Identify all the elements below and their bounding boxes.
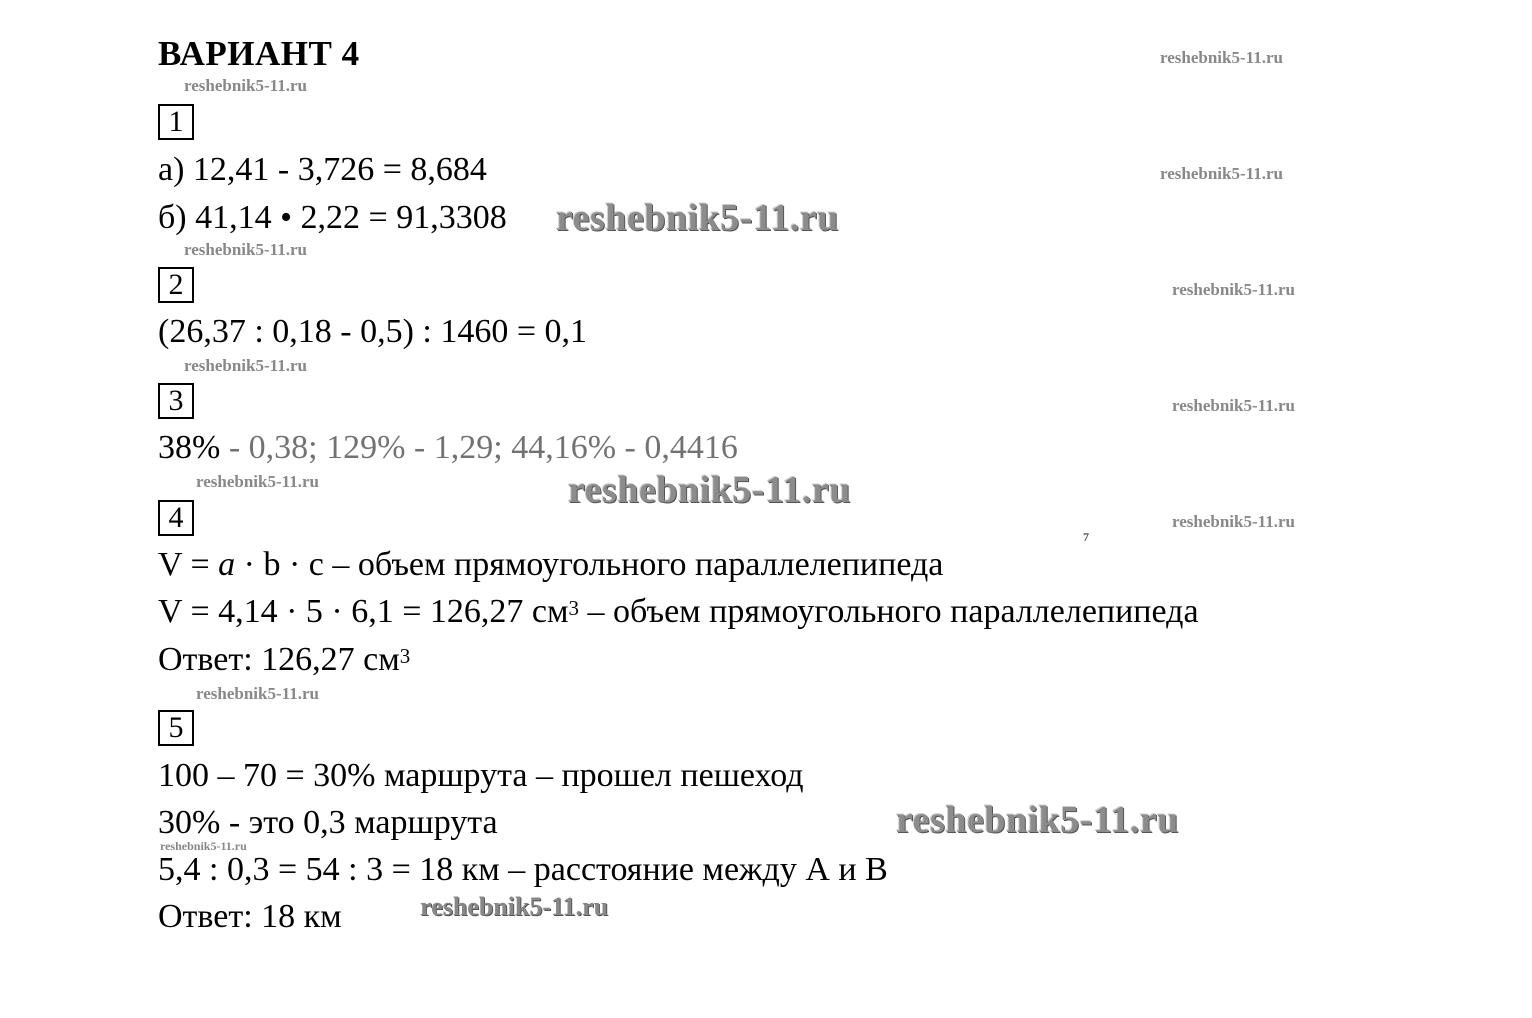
task-3-number: 3 — [158, 383, 194, 419]
watermark: reshebnik5-11.ru — [184, 240, 307, 259]
watermark-medium: reshebnik5-11.ru — [420, 892, 609, 921]
task-5-line-3: 5,4 : 0,3 = 54 : 3 = 18 км – расстояние между А и В — [158, 851, 888, 888]
task-4-line-2-sup: 3 — [568, 596, 580, 620]
watermark-large: reshebnik5-11.ru — [896, 799, 1179, 841]
task-3-line — [158, 428, 738, 468]
task-1-line-b: б) 41,14 • 2,22 = 91,3308 — [158, 199, 507, 236]
task-4-answer-prefix: Ответ: 126,27 см — [158, 641, 400, 678]
task-4-line-2 — [158, 592, 1199, 632]
task-5-line-1: 100 – 70 = 30% маршрута – прошел пешеход — [158, 757, 804, 794]
watermark: reshebnik5-11.ru — [1172, 512, 1295, 531]
task-4-line-2-prefix: V = 4,14 · 5 · 6,1 = 126,27 см — [158, 593, 569, 630]
task-1-line-a: а) 12,41 - 3,726 = 8,684 — [158, 151, 487, 188]
task-5-answer: Ответ: 18 км — [158, 898, 342, 935]
task-4-number: 4 — [158, 500, 194, 536]
task-5-line-2: 30% - это 0,3 маршрута — [158, 804, 498, 841]
watermark: reshebnik5-11.ru — [1160, 48, 1283, 67]
task-5-number: 5 — [158, 710, 194, 746]
watermark-tiny: reshebnik5-11.ru — [160, 839, 247, 853]
task-4-line-1-suffix: · b · c – объем прямоугольного параллелепипеда — [235, 546, 944, 583]
task-4-line-2-suffix: – объем прямоугольного параллелепипеда — [579, 593, 1199, 630]
watermark: reshebnik5-11.ru — [184, 76, 307, 95]
task-1-number: 1 — [158, 104, 194, 140]
watermark: reshebnik5-11.ru — [1172, 396, 1295, 415]
task-3-line-part1: 38% — [158, 429, 221, 466]
watermark: reshebnik5-11.ru — [196, 684, 319, 703]
task-2-line: (26,37 : 0,18 - 0,5) : 1460 = 0,1 — [158, 313, 588, 350]
corner-mark: 7 — [1083, 530, 1089, 544]
watermark-large: reshebnik5-11.ru — [556, 197, 839, 239]
page-title: ВАРИАНТ 4 — [158, 34, 360, 73]
task-4-answer-sup: 3 — [399, 644, 411, 668]
task-4-line-1-var: a — [218, 546, 236, 583]
watermark: reshebnik5-11.ru — [1160, 164, 1283, 183]
task-3-line-part2: - 0,38; 129% - 1,29; 44,16% - 0,4416 — [220, 429, 738, 466]
watermark-large: reshebnik5-11.ru — [568, 469, 851, 511]
watermark: reshebnik5-11.ru — [184, 356, 307, 375]
watermark: reshebnik5-11.ru — [1172, 280, 1295, 299]
task-4-line-1-prefix: V = — [158, 546, 219, 583]
task-2-number: 2 — [158, 267, 194, 303]
task-4-answer — [158, 640, 410, 680]
watermark: reshebnik5-11.ru — [196, 472, 319, 491]
task-4-line-1 — [158, 545, 943, 585]
